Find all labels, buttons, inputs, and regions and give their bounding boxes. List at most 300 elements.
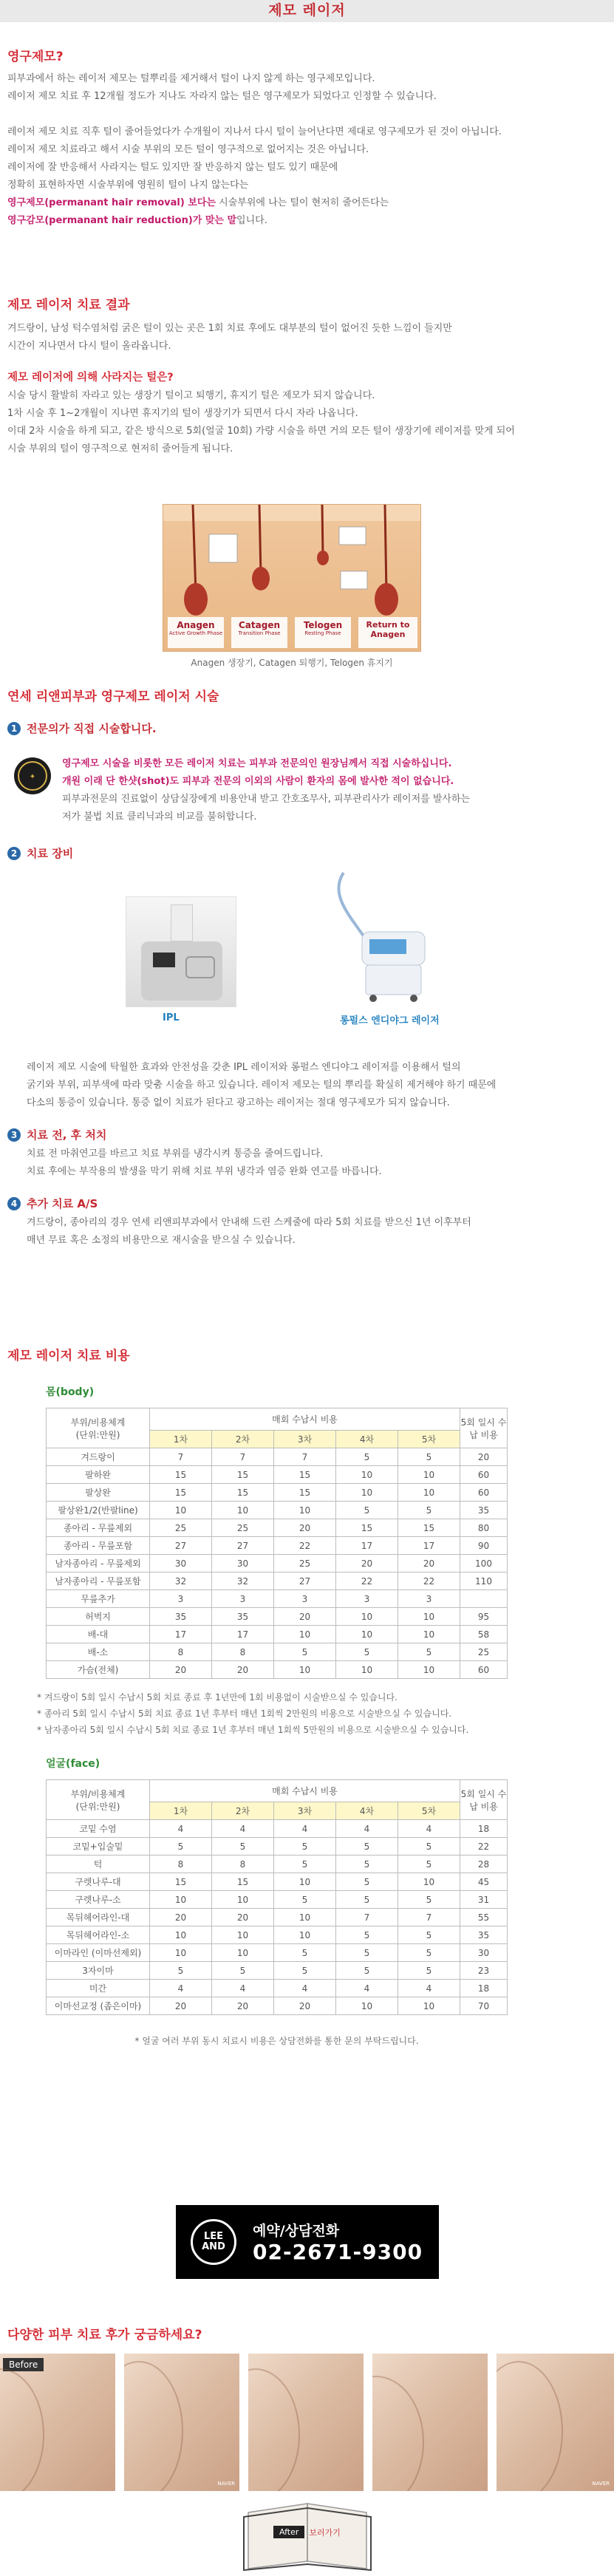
contact-label: 예약/상담전화: [253, 2223, 340, 2239]
price-cell: 32: [212, 1572, 274, 1590]
five-session-cell: 80: [460, 1519, 508, 1537]
step-number: 1: [7, 722, 21, 735]
before-photo: [0, 2354, 115, 2491]
body-table-row: [47, 1502, 508, 1519]
hair-cycle-illustration: [163, 504, 421, 652]
session-header: 2차: [212, 1431, 274, 1448]
price-cell: 3: [274, 1590, 336, 1608]
face-cost-table: [46, 1779, 508, 2015]
five-session-cell: 18: [460, 1820, 508, 1838]
price-cell: 20: [212, 1997, 274, 2015]
price-cell: 15: [212, 1466, 274, 1484]
stage-name: Telogen: [303, 620, 343, 630]
area-cell: 겨드랑이: [47, 1448, 150, 1466]
step-2-body: 레이저 제모 시술에 탁월한 효과와 안전성을 갖춘 IPL 레이저와 롱펄스 엔디야그 레이저를 이용해서 털의: [27, 1062, 461, 1073]
body-note: * 종아리 5회 일시 수납시 5회 치료 종료 1년 후부터 매년 1회씩 2만원의 비용으로 시술받으실 수 있습니다.: [37, 1708, 452, 1719]
stage-sub: Resting Phase: [304, 630, 341, 636]
price-cell: 30: [212, 1555, 274, 1572]
price-cell: 20: [274, 1997, 336, 2015]
clinic-heading: 연세 리앤피부과 영구제모 레이저 시술: [7, 689, 219, 704]
after-book-button[interactable]: [233, 2498, 381, 2572]
intro-section: [0, 46, 614, 230]
clinic-logo: LEE AND: [191, 2219, 236, 2265]
price-cell: 5: [398, 1962, 460, 1980]
session-header: 4차: [336, 1802, 398, 1820]
price-cell: 4: [336, 1980, 398, 1997]
price-cell: 10: [398, 1626, 460, 1643]
five-session-cell: 55: [460, 1909, 508, 1926]
after-photo: [372, 2354, 488, 2491]
step-number: 2: [7, 847, 21, 860]
price-cell: 10: [212, 1891, 274, 1909]
area-cell: 미간: [47, 1980, 150, 1997]
stage-name: Return to Anagen: [366, 620, 410, 639]
price-cell: 7: [336, 1909, 398, 1926]
five-session-cell: 22: [460, 1838, 508, 1856]
price-cell: 32: [150, 1572, 212, 1590]
intro-emphasis: 영구제모(permanant hair removal) 보다는: [7, 197, 216, 208]
price-cell: 5: [336, 1962, 398, 1980]
step-title: 전문의가 직접 시술합니다.: [27, 722, 157, 735]
svg-text:✦: ✦: [29, 773, 36, 781]
price-cell: 4: [212, 1820, 274, 1838]
price-cell: 10: [336, 1608, 398, 1626]
intro-emphasis: 영구감모(permanant hair reduction)가 맞는 말: [7, 215, 237, 226]
price-cell: 7: [150, 1448, 212, 1466]
face-table-row: [47, 1997, 508, 2015]
step-3: [7, 1127, 607, 1181]
session-header: 3차: [274, 1431, 336, 1448]
step-3-body: 치료 전 마취연고를 바르고 치료 부위를 냉각시켜 통증을 줄여드립니다.: [27, 1148, 324, 1159]
price-cell: 5: [398, 1856, 460, 1873]
area-cell: 목뒤헤어라인-소: [47, 1926, 150, 1944]
area-cell: 턱: [47, 1856, 150, 1873]
area-cell: 구렛나루-대: [47, 1873, 150, 1891]
intro-para: 레이저 제모 치료 후 12개월 정도가 지나도 자라지 않는 털은 영구제모가 되었다고 인정할 수 있습니다.: [7, 91, 437, 102]
before-label: Before: [3, 2358, 44, 2371]
face-table-row: [47, 1962, 508, 1980]
price-cell: 4: [274, 1820, 336, 1838]
step-2-body: 다소의 통증이 있습니다. 통증 없이 치료가 된다고 광고하는 레이저는 절대 영구제모가 되지 않습니다.: [27, 1097, 450, 1108]
five-session-cell: 95: [460, 1608, 508, 1626]
result-heading: 제모 레이저 치료 결과: [7, 298, 130, 313]
clinic-section: [0, 686, 614, 1250]
price-cell: 25: [274, 1555, 336, 1572]
price-cell: 15: [274, 1466, 336, 1484]
price-cell: 10: [274, 1909, 336, 1926]
body-table-row: [47, 1466, 508, 1484]
intro-para: 레이저 제모 치료 직후 털이 줄어들었다가 수개월이 지나서 다시 털이 늘어난다면 제대로 영구제모가 된 것이 아닙니다.: [7, 126, 502, 137]
price-cell: 10: [212, 1944, 274, 1962]
five-session-cell: 28: [460, 1856, 508, 1873]
price-cell: 30: [150, 1555, 212, 1572]
price-cell: 5: [150, 1962, 212, 1980]
ipl-label: IPL: [163, 1012, 180, 1023]
face-table-row: [47, 1856, 508, 1873]
step-number: 3: [7, 1128, 21, 1142]
stage-name: Anagen: [177, 620, 215, 630]
price-cell: 5: [398, 1926, 460, 1944]
face-table-row: [47, 1926, 508, 1944]
price-cell: 5: [336, 1891, 398, 1909]
five-session-cell: 31: [460, 1891, 508, 1909]
price-cell: 10: [274, 1502, 336, 1519]
price-cell: 15: [150, 1873, 212, 1891]
step-2: [7, 845, 607, 1112]
five-session-cell: 25: [460, 1643, 508, 1661]
price-cell: 5: [274, 1643, 336, 1661]
price-cell: 10: [274, 1873, 336, 1891]
area-header: 부위/비용체계 (단위:만원): [47, 1408, 150, 1448]
step-4-body: 겨드랑이, 종아리의 경우 연세 리앤피부과에서 안내해 드린 스케줄에 따라 5회 치료를 받으신 1년 이후부터: [27, 1217, 471, 1228]
area-cell: 코밑+입술밑: [47, 1838, 150, 1856]
body-table-row: [47, 1608, 508, 1626]
reviews-section: [0, 2324, 614, 2342]
price-cell: 5: [336, 1926, 398, 1944]
five-session-cell: 58: [460, 1626, 508, 1643]
face-table-row: [47, 1838, 508, 1856]
price-cell: 15: [150, 1466, 212, 1484]
area-cell: 남자종아리 - 무릎제외: [47, 1555, 150, 1572]
price-cell: 20: [150, 1997, 212, 2015]
price-cell: 15: [274, 1484, 336, 1502]
five-session-header: 5회 일시 수납 비용: [460, 1780, 508, 1820]
area-cell: 이마선교정 (좁은이마): [47, 1997, 150, 2015]
step-2-body: 굵기와 부위, 피부색에 따라 맞춤 시술을 하고 있습니다. 레이저 제모는 털의 뿌리를 확실히 제거해야 하기 때문에: [27, 1080, 497, 1091]
intro-para: 레이저 제모 치료라고 해서 시술 부위의 모든 털이 영구적으로 없어지는 것은 아닙니다.: [7, 144, 369, 155]
after-more-link[interactable]: 보러가기: [309, 2527, 341, 2538]
ndyag-device-image: [321, 865, 451, 1006]
area-cell: 종아리 - 무릎포함: [47, 1537, 150, 1555]
five-session-cell: [460, 1590, 508, 1608]
five-session-cell: 35: [460, 1502, 508, 1519]
price-cell: 5: [274, 1891, 336, 1909]
price-cell: 10: [150, 1926, 212, 1944]
price-cell: 5: [398, 1502, 460, 1519]
face-table-row: [47, 1820, 508, 1838]
price-cell: 5: [336, 1873, 398, 1891]
result-para: 이대 2차 시술을 하게 되고, 같은 방식으로 5회(얼굴 10회) 가량 시술을 하면 거의 모든 털이 생장기에 레이저를 맞게 되어: [7, 426, 515, 437]
session-header: 4차: [336, 1431, 398, 1448]
price-cell: 5: [336, 1856, 398, 1873]
five-session-cell: 70: [460, 1997, 508, 2015]
price-cell: 4: [150, 1820, 212, 1838]
step-1-body: 저가 불법 치료 클리닉과의 비교를 불허합니다.: [62, 811, 257, 822]
price-cell: 4: [150, 1980, 212, 1997]
price-cell: 3: [212, 1590, 274, 1608]
result-subheading: 제모 레이저에 의해 사라지는 털은?: [7, 372, 174, 384]
area-cell: 팔상완: [47, 1484, 150, 1502]
price-cell: 10: [398, 1466, 460, 1484]
price-cell: 35: [150, 1608, 212, 1626]
step-1-lead: 개원 이래 단 한샷(shot)도 피부과 전문의 이외의 사람이 환자의 몸에 발사한 적이 없습니다.: [62, 776, 454, 787]
price-cell: 15: [212, 1484, 274, 1502]
price-cell: 5: [274, 1944, 336, 1962]
body-table-row: [47, 1643, 508, 1661]
session-header: 1차: [150, 1802, 212, 1820]
price-cell: 27: [150, 1537, 212, 1555]
price-cell: 3: [398, 1590, 460, 1608]
price-cell: 5: [398, 1944, 460, 1962]
result-para: 시간이 지나면서 다시 털이 올라옵니다.: [7, 341, 171, 352]
area-cell: 무릎추가: [47, 1590, 150, 1608]
cost-heading: 제모 레이저 치료 비용: [7, 1349, 130, 1363]
price-cell: 4: [398, 1980, 460, 1997]
face-table-row: [47, 1873, 508, 1891]
price-cell: 22: [336, 1572, 398, 1590]
body-table-row: [47, 1626, 508, 1643]
price-cell: 10: [336, 1997, 398, 2015]
area-cell: 구렛나루-소: [47, 1891, 150, 1909]
price-cell: 15: [212, 1873, 274, 1891]
price-cell: 20: [398, 1555, 460, 1572]
price-cell: 35: [212, 1608, 274, 1626]
price-cell: 3: [336, 1590, 398, 1608]
step-4: [7, 1196, 607, 1250]
step-3-body: 치료 후에는 부작용의 발생을 막기 위해 치료 부위 냉각과 염증 완화 연고를 바릅니다.: [27, 1166, 382, 1177]
price-cell: 4: [274, 1980, 336, 1997]
price-cell: 17: [336, 1537, 398, 1555]
price-cell: 17: [398, 1537, 460, 1555]
body-table-row: [47, 1448, 508, 1466]
face-note: * 얼굴 여러 부위 동시 치료시 비용은 상담전화를 통한 문의 부탁드립니다.: [134, 2036, 419, 2046]
price-cell: 5: [398, 1838, 460, 1856]
area-cell: 코밑 수염: [47, 1820, 150, 1838]
price-cell: 10: [398, 1661, 460, 1679]
devices: [7, 867, 607, 1052]
step-1-lead: 영구제모 시술을 비롯한 모든 레이저 치료는 피부과 전문의인 원장님께서 직접 시술하십니다.: [62, 758, 452, 769]
body-table-row: [47, 1555, 508, 1572]
face-table-row: [47, 1909, 508, 1926]
intro-para: 정확히 표현하자면 시술부위에 영원히 털이 나지 않는다는: [7, 180, 249, 191]
cost-section: [0, 1345, 614, 2049]
area-cell: 남자종아리 - 무릎포함: [47, 1572, 150, 1590]
intro-heading: 영구제모?: [7, 50, 64, 64]
five-session-header: 5회 일시 수납 비용: [460, 1408, 508, 1448]
five-session-cell: 30: [460, 1944, 508, 1962]
badge-icon: [12, 755, 62, 826]
photo-watermark: NAVER: [217, 2481, 235, 2487]
price-cell: 10: [150, 1891, 212, 1909]
price-cell: 5: [336, 1944, 398, 1962]
area-cell: 3자이마: [47, 1962, 150, 1980]
after-photo: [124, 2354, 239, 2491]
five-session-cell: 60: [460, 1484, 508, 1502]
price-cell: 15: [150, 1484, 212, 1502]
price-cell: 5: [274, 1838, 336, 1856]
price-cell: 5: [336, 1502, 398, 1519]
price-cell: 7: [274, 1448, 336, 1466]
five-session-cell: 60: [460, 1466, 508, 1484]
five-session-cell: 110: [460, 1572, 508, 1590]
body-table-row: [47, 1519, 508, 1537]
price-cell: 17: [150, 1626, 212, 1643]
price-cell: 5: [398, 1643, 460, 1661]
price-cell: 20: [274, 1608, 336, 1626]
price-cell: 5: [274, 1856, 336, 1873]
price-cell: 10: [274, 1626, 336, 1643]
stage-name: Catagen: [238, 620, 280, 630]
body-table-title: 몸(body): [46, 1386, 95, 1398]
five-session-cell: 100: [460, 1555, 508, 1572]
price-cell: 8: [150, 1856, 212, 1873]
body-cost-table: [46, 1408, 508, 1679]
session-header: 5차: [398, 1431, 460, 1448]
price-cell: 22: [274, 1537, 336, 1555]
stage-sub: Transition Phase: [238, 630, 281, 636]
price-cell: 10: [336, 1484, 398, 1502]
body-table-row: [47, 1590, 508, 1608]
intro-para: 레이저에 잘 반응해서 사라지는 털도 있지만 잘 반응하지 않는 털도 있기 때문에: [7, 162, 338, 173]
face-table-row: [47, 1980, 508, 1997]
after-tag: After: [273, 2526, 304, 2538]
face-table-row: [47, 1891, 508, 1909]
price-cell: 10: [398, 1873, 460, 1891]
ipl-device-image: [126, 896, 236, 1007]
price-cell: 20: [212, 1661, 274, 1679]
face-table-row: [47, 1944, 508, 1962]
intro-emphasis-line: [7, 194, 607, 212]
area-cell: 이마라인 (이마선제외): [47, 1944, 150, 1962]
result-para: 시술 부위의 털이 영구적으로 현저히 줄어들게 됩니다.: [7, 443, 233, 454]
intro-tail: 입니다.: [236, 215, 267, 226]
before-after-strip[interactable]: [0, 2354, 614, 2491]
session-header: 2차: [212, 1802, 274, 1820]
page-title: 제모 레이저: [268, 2, 346, 18]
price-cell: 20: [336, 1555, 398, 1572]
price-cell: 17: [212, 1626, 274, 1643]
price-cell: 10: [398, 1608, 460, 1626]
area-cell: 배-대: [47, 1626, 150, 1643]
price-cell: 20: [274, 1519, 336, 1537]
area-cell: 목뒤헤어라인-대: [47, 1909, 150, 1926]
step-1-body: 피부과전문의 진료없이 상담실장에게 비용안내 받고 간호조무사, 피부관리사가 레이저를 발사하는: [62, 794, 471, 805]
result-para: 1차 시술 후 1~2개월이 지나면 휴지기의 털이 생장기가 되면서 다시 자라 나옵니다.: [7, 408, 358, 419]
hair-cycle-figure: [163, 504, 421, 669]
price-cell: 5: [336, 1448, 398, 1466]
five-session-cell: 90: [460, 1537, 508, 1555]
price-cell: 10: [212, 1926, 274, 1944]
step-1: [7, 720, 607, 826]
session-header: 3차: [274, 1802, 336, 1820]
area-cell: 허벅지: [47, 1608, 150, 1626]
five-session-cell: 23: [460, 1962, 508, 1980]
price-cell: 25: [212, 1519, 274, 1537]
five-session-cell: 18: [460, 1980, 508, 1997]
price-cell: 10: [274, 1926, 336, 1944]
price-cell: 10: [398, 1997, 460, 2015]
area-cell: 가슴(전체): [47, 1661, 150, 1679]
body-table-row: [47, 1572, 508, 1590]
title-bar: [0, 0, 614, 22]
price-cell: 10: [336, 1466, 398, 1484]
area-cell: 팔하완: [47, 1466, 150, 1484]
price-cell: 5: [212, 1838, 274, 1856]
price-cell: 10: [150, 1502, 212, 1519]
step-title: 추가 치료 A/S: [27, 1197, 98, 1210]
stage-sub: Active Growth Phase: [168, 630, 223, 636]
price-cell: 20: [212, 1909, 274, 1926]
price-cell: 10: [150, 1944, 212, 1962]
price-cell: 5: [336, 1838, 398, 1856]
area-cell: 팔상완1/2(반팔line): [47, 1502, 150, 1519]
price-cell: 5: [398, 1891, 460, 1909]
five-session-cell: 35: [460, 1926, 508, 1944]
step-title: 치료 장비: [27, 847, 74, 860]
step-number: 4: [7, 1197, 21, 1210]
reviews-heading: 다양한 피부 치료 후가 궁금하세요?: [7, 2328, 202, 2342]
price-cell: 5: [150, 1838, 212, 1856]
face-table-title: 얼굴(face): [46, 1758, 100, 1770]
after-photo: [497, 2354, 614, 2491]
photo-watermark: NAVER: [592, 2481, 610, 2487]
intro-tail: 시술부위에 나는 털이 현저히 줄어든다는: [216, 197, 389, 208]
body-table-row: [47, 1484, 508, 1502]
price-cell: 5: [398, 1448, 460, 1466]
price-cell: 25: [150, 1519, 212, 1537]
price-cell: 3: [150, 1590, 212, 1608]
step-4-body: 매년 무료 혹은 소정의 비용만으로 재시술을 받으실 수 있습니다.: [27, 1235, 296, 1246]
intro-para: 피부과에서 하는 레이저 제모는 털뿌리를 제거해서 털이 나지 않게 하는 영구제모입니다.: [7, 73, 375, 84]
price-cell: 7: [212, 1448, 274, 1466]
five-session-cell: 45: [460, 1873, 508, 1891]
price-cell: 10: [336, 1661, 398, 1679]
body-table-row: [47, 1661, 508, 1679]
result-para: 겨드랑이, 남성 턱수염처럼 굵은 털이 있는 곳은 1회 치료 후에도 대부분의 털이 없어진 듯한 느낌이 들지만: [7, 323, 452, 334]
price-cell: 22: [398, 1572, 460, 1590]
per-session-header: 매회 수납시 비용: [150, 1408, 460, 1431]
contact-banner[interactable]: [176, 2205, 439, 2279]
session-header: 1차: [150, 1431, 212, 1448]
intro-emphasis-line: [7, 212, 607, 230]
price-cell: 8: [212, 1643, 274, 1661]
price-cell: 27: [274, 1572, 336, 1590]
contact-phone[interactable]: 02-2671-9300: [253, 2240, 423, 2264]
price-cell: 4: [212, 1980, 274, 1997]
before-photo: [248, 2354, 364, 2491]
ndyag-label: 롱펄스 엔디야그 레이저: [340, 1015, 440, 1026]
result-section: [0, 294, 614, 458]
price-cell: 10: [336, 1626, 398, 1643]
step-title: 치료 전, 후 처치: [27, 1128, 107, 1142]
price-cell: 20: [150, 1909, 212, 1926]
price-cell: 15: [336, 1519, 398, 1537]
price-cell: 5: [336, 1643, 398, 1661]
price-cell: 8: [212, 1856, 274, 1873]
price-cell: 7: [398, 1909, 460, 1926]
price-cell: 5: [212, 1962, 274, 1980]
body-note: * 남자종아리 5회 일시 수납시 5회 치료 종료 1년 후부터 매년 1회씩 5만원의 비용으로 시술받으실 수 있습니다.: [37, 1725, 469, 1735]
price-cell: 8: [150, 1643, 212, 1661]
area-header: 부위/비용체계 (단위:만원): [47, 1780, 150, 1820]
price-cell: 10: [398, 1484, 460, 1502]
area-cell: 배-소: [47, 1643, 150, 1661]
body-note: * 겨드랑이 5회 일시 수납시 5회 치료 종료 후 1년만에 1회 비용없이 시술받으실 수 있습니다.: [37, 1692, 398, 1703]
per-session-header: 매회 수납시 비용: [150, 1780, 460, 1802]
price-cell: 10: [212, 1502, 274, 1519]
five-session-cell: 60: [460, 1661, 508, 1679]
price-cell: 4: [398, 1820, 460, 1838]
price-cell: 27: [212, 1537, 274, 1555]
price-cell: 10: [274, 1661, 336, 1679]
result-para: 시술 당시 활발히 자라고 있는 생장기 털이고 퇴행기, 휴지기 털은 제모가 되지 않습니다.: [7, 390, 375, 401]
price-cell: 20: [150, 1661, 212, 1679]
hair-cycle-caption: Anagen 생장기, Catagen 퇴행기, Telogen 휴지기: [191, 658, 393, 668]
price-cell: 15: [398, 1519, 460, 1537]
five-session-cell: 20: [460, 1448, 508, 1466]
price-cell: 5: [274, 1962, 336, 1980]
body-table-row: [47, 1537, 508, 1555]
